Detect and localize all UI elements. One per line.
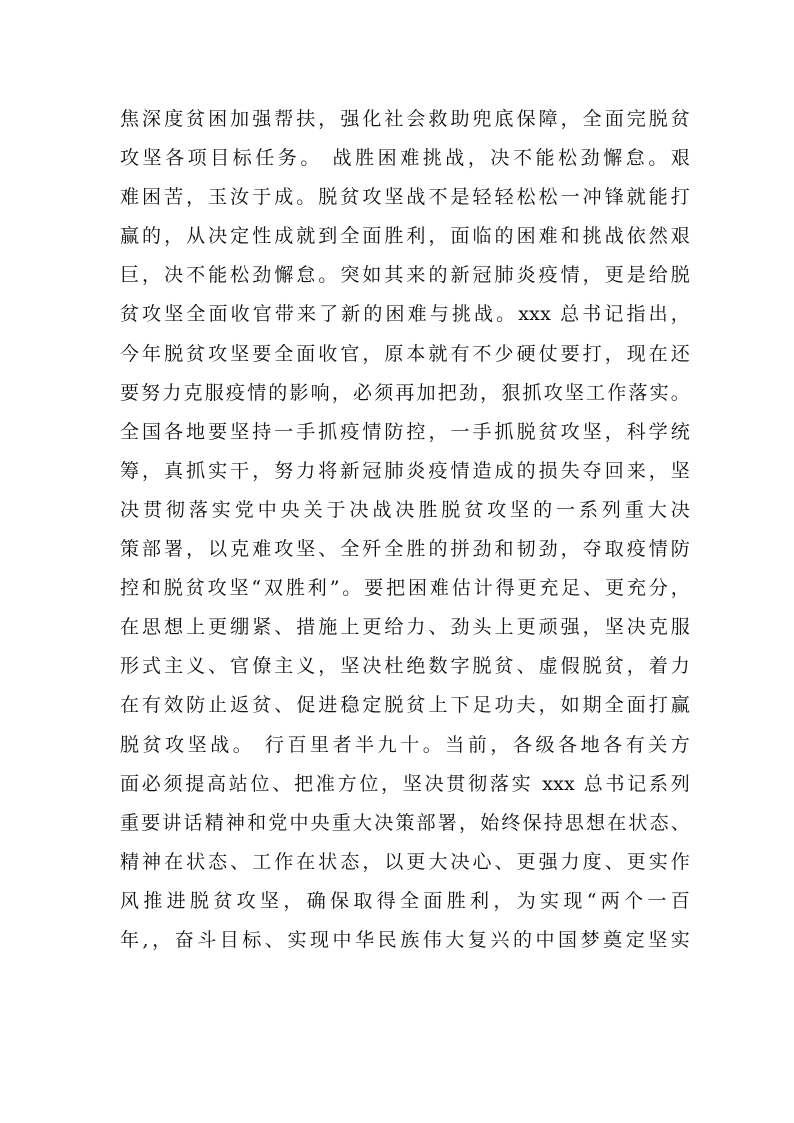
text-line: 要努力克服疫情的影响，必须再加把劲，狠抓攻坚工作落实。 xyxy=(120,381,690,404)
text-line: 赢的，从决定性成就到全面胜利，面临的困难和挑战依然艰 xyxy=(120,225,690,248)
text-line: 重要讲话精神和党中央重大决策部署，始终保持思想在状态、 xyxy=(120,811,690,834)
text-line: 在有效防止返贫、促进稳定脱贫上下足功夫，如期全面打赢 xyxy=(120,694,690,717)
text-line: 面必须提高站位、把准方位，坚决贯彻落实 xxx 总书记系列 xyxy=(120,772,690,795)
text-line: 决贯彻落实党中央关于决战决胜脱贫攻坚的一系列重大决 xyxy=(120,498,690,521)
text-line: 策部署，以克难攻坚、全歼全胜的拼劲和韧劲，夺取疫情防 xyxy=(120,538,690,561)
text-line: 全国各地要坚持一手抓疫情防控，一手抓脱贫攻坚，科学统 xyxy=(120,420,690,443)
text-line: 筹，真抓实干，努力将新冠肺炎疫情造成的损失夺回来，坚 xyxy=(120,459,690,482)
text-line: 年,，奋斗目标、实现中华民族伟大复兴的中国梦奠定坚实 xyxy=(120,928,690,951)
text-line: 难困苦，玉汝于成。脱贫攻坚战不是轻轻松松一冲锋就能打 xyxy=(120,186,690,209)
text-line: 攻坚各项目标任务。 战胜困难挑战，决不能松劲懈怠。艰 xyxy=(120,147,690,170)
text-line: 今年脱贫攻坚要全面收官，原本就有不少硬仗要打，现在还 xyxy=(120,342,690,365)
text-line: 脱贫攻坚战。 行百里者半九十。当前，各级各地各有关方 xyxy=(120,733,690,756)
text-line: 精神在状态、工作在状态，以更大决心、更强力度、更实作 xyxy=(120,850,690,873)
text-line: 风推进脱贫攻坚，确保取得全面胜利，为实现“两个一百 xyxy=(120,889,690,912)
text-line: 控和脱贫攻坚“双胜利”。要把困难估计得更充足、更充分， xyxy=(120,577,690,600)
body-text xyxy=(120,100,690,960)
text-line: 巨，决不能松劲懈怠。突如其来的新冠肺炎疫情，更是给脱 xyxy=(120,264,690,287)
text-line: 焦深度贫困加强帮扶，强化社会救助兜底保障，全面完脱贫 xyxy=(120,108,690,130)
text-line: 形式主义、官僚主义，坚决杜绝数字脱贫、虚假脱贫，着力 xyxy=(120,655,690,678)
text-line: 贫攻坚全面收官带来了新的困难与挑战。xxx 总书记指出， xyxy=(120,303,690,326)
text-line: 在思想上更绷紧、措施上更给力、劲头上更顽强，坚决克服 xyxy=(120,616,690,639)
